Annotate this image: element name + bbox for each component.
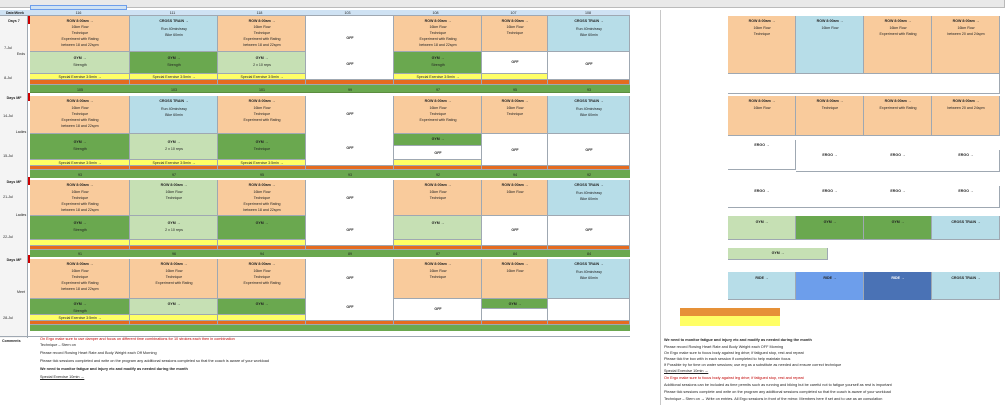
week-total-7: 93 bbox=[587, 88, 591, 92]
session-line: Experiment with Rating bbox=[61, 118, 99, 122]
session-title: ROW 8:00am → bbox=[248, 262, 276, 266]
week-total-2: 97 bbox=[172, 173, 176, 177]
off-label: OFF bbox=[585, 228, 593, 232]
week-total-6: 95 bbox=[513, 88, 517, 92]
session-title: ROW 8:00am → bbox=[501, 19, 529, 23]
session-title: GYM → bbox=[255, 302, 269, 306]
session-title: ROW 8:00am → bbox=[248, 183, 276, 187]
session-title: ERGO → bbox=[754, 143, 770, 147]
comment-line: We need to monitor fatigue and injury etc and modify as needed during the month bbox=[40, 367, 188, 371]
session-title: ROW 8:00am → bbox=[66, 19, 94, 23]
right-row-cell[interactable] bbox=[796, 16, 864, 74]
session-title: GYM → bbox=[255, 140, 269, 144]
session-line: Technique bbox=[506, 112, 524, 116]
side-date-4: 15-Jul bbox=[3, 154, 13, 158]
off-cell[interactable] bbox=[548, 299, 630, 321]
session-line: 16km Row bbox=[71, 190, 89, 194]
right-comment: Please tick the box with in each session if completed to help maintain focus bbox=[664, 357, 791, 361]
session-line: 16km Row bbox=[506, 269, 524, 273]
session-title: CROSS TRAIN → bbox=[951, 220, 981, 224]
session-line: 16km Row bbox=[165, 190, 183, 194]
first-row-val-3: 118 bbox=[256, 11, 263, 15]
date-week-label: Date/Week bbox=[5, 11, 25, 15]
session-line: between 18 and 22spm bbox=[61, 287, 99, 291]
session-title: ERGO → bbox=[822, 189, 838, 193]
off-cell[interactable] bbox=[306, 16, 394, 80]
session-line: 16km Row bbox=[71, 269, 89, 273]
week-label-4: Days MF bbox=[6, 258, 22, 262]
session-title: RIDE → bbox=[823, 276, 837, 280]
comment-line: On Ergo make sure to use damper and focus on different time combinations for 10 strokes each then in combination bbox=[40, 337, 235, 341]
session-line: between 18 and 22spm bbox=[61, 43, 99, 47]
session-line: Bike 60min bbox=[165, 113, 183, 117]
session-title: GYM → bbox=[167, 56, 181, 60]
session-line: Strength bbox=[167, 63, 181, 67]
off-label: OFF bbox=[434, 307, 442, 311]
session-line: Technique bbox=[821, 106, 839, 110]
session-title: ROW 8:00am → bbox=[424, 99, 452, 103]
session-line: Technique bbox=[71, 196, 89, 200]
right-comment: Additional sessions can be included as time permits such as running and biking but be careful not to fatigue yourself as rest is important bbox=[664, 383, 892, 387]
week-total-1: 93 bbox=[78, 173, 82, 177]
week-total-4: 99 bbox=[348, 88, 352, 92]
session-title: GYM → bbox=[73, 56, 87, 60]
session-title: CROSS TRAIN → bbox=[159, 19, 189, 23]
session-line: Experiment with Rating bbox=[243, 37, 281, 41]
session-line: Experiment with Rating bbox=[419, 118, 457, 122]
session-title: ROW 8:00am → bbox=[816, 99, 844, 103]
session-title: GYM → bbox=[255, 56, 269, 60]
session-title: CROSS TRAIN → bbox=[574, 262, 604, 266]
side-date-6: 22-Jul bbox=[3, 235, 13, 239]
session-line: Run 40min/easy bbox=[576, 27, 602, 31]
right-gap-row bbox=[728, 74, 1000, 94]
session-title: CROSS TRAIN → bbox=[951, 276, 981, 280]
first-row-val-6: 107 bbox=[510, 11, 517, 15]
off-label: OFF bbox=[585, 62, 593, 66]
session-line: Experiment with Rating bbox=[243, 118, 281, 122]
week-total-3: 94 bbox=[260, 252, 264, 256]
session-line: Technique bbox=[71, 112, 89, 116]
right-comment: Technique – Stern on → Write on entries. All Ergo sessions in front of the mirror. Members here if set and to use as an consolation bbox=[664, 397, 883, 401]
right-comment: Special Exercise 10min → bbox=[664, 369, 709, 373]
session-line: Technique bbox=[165, 196, 183, 200]
side-label-1: Ends bbox=[16, 52, 26, 56]
session-line: 16km Row bbox=[71, 106, 89, 110]
week-label-2: Days MF bbox=[6, 96, 22, 100]
session-line: Experiment with Rating bbox=[243, 202, 281, 206]
first-row-val-4: 103 bbox=[344, 11, 351, 15]
session-title: CROSS TRAIN → bbox=[574, 19, 604, 23]
right-comment: On Ergo make sure to focus body against leg drive; if fatigued stop, rest and repeat bbox=[664, 351, 804, 355]
session-line: Bike 60min bbox=[580, 33, 598, 37]
session-title: RIDE → bbox=[891, 276, 905, 280]
session-title: ROW 8:00am → bbox=[501, 262, 529, 266]
first-row-val-2: 111 bbox=[169, 11, 176, 15]
session-title: ERGO → bbox=[822, 153, 838, 157]
session-title: ROW 8:00am → bbox=[884, 19, 912, 23]
week-total-1: 91 bbox=[78, 252, 82, 256]
special-exercise-label: Special Exercise 3:5min → bbox=[240, 161, 284, 165]
off-label: OFF bbox=[346, 228, 354, 232]
session-line: 16km Row bbox=[71, 25, 89, 29]
session-line: Technique bbox=[253, 31, 271, 35]
special-exercise-label: Special Exercise 3:5min → bbox=[152, 161, 196, 165]
session-line: Bike 60min bbox=[165, 33, 183, 37]
session-line: 16km Row bbox=[253, 25, 271, 29]
session-title: GYM → bbox=[431, 56, 445, 60]
session-title: ROW 8:00am → bbox=[816, 19, 844, 23]
session-line: Experiment with Rating bbox=[419, 37, 457, 41]
off-label: OFF bbox=[346, 62, 354, 66]
session-line: 16km Row bbox=[429, 106, 447, 110]
session-line: Run 40min/easy bbox=[576, 107, 602, 111]
session-line: Strength bbox=[73, 228, 87, 232]
week-total-5: 87 bbox=[436, 252, 440, 256]
column-header-row bbox=[0, 0, 1005, 8]
off-label: OFF bbox=[346, 112, 354, 116]
session-line: Experiment with Rating bbox=[879, 32, 917, 36]
session-title: ROW 8:00am → bbox=[952, 99, 980, 103]
session-title: ERGO → bbox=[958, 189, 974, 193]
session-title: ROW 8:00am → bbox=[424, 19, 452, 23]
session-line: 16km Row bbox=[506, 190, 524, 194]
session-line: 2 x 10 reps bbox=[253, 63, 271, 67]
session-title: GYM → bbox=[431, 221, 445, 225]
session-title: GYM → bbox=[73, 302, 87, 306]
comment-line: Please tick sessions completed and write on the program any additional sessions completed so that the coach is aware of your workload bbox=[40, 359, 269, 363]
session-title: ERGO → bbox=[754, 189, 770, 193]
session-line: 16km Row bbox=[753, 106, 771, 110]
session-line: 2 x 10 reps bbox=[165, 147, 183, 151]
side-date-7: 28-Jul bbox=[3, 316, 13, 320]
session-title: CROSS TRAIN → bbox=[159, 99, 189, 103]
side-date-3: 14-Jul bbox=[3, 114, 13, 118]
week-total-1: 105 bbox=[77, 88, 83, 92]
session-title: ROW 8:00am → bbox=[248, 99, 276, 103]
side-label-4: Meet bbox=[17, 290, 25, 294]
session-line: 16km Row bbox=[429, 25, 447, 29]
right-comment: Please tick sessions complete and write on the program any additional sessions completed so that the coach is aware of your workload bbox=[664, 390, 891, 394]
right-accent-cell bbox=[680, 316, 780, 326]
special-exercise-label: Special Exercise 3:5min → bbox=[58, 316, 102, 320]
session-line: Bike 60min bbox=[580, 113, 598, 117]
week-total-7: 84 bbox=[587, 252, 591, 256]
session-title: ROW 8:00am → bbox=[424, 262, 452, 266]
session-line: Technique bbox=[253, 196, 271, 200]
session-title: ROW 8:00am → bbox=[952, 19, 980, 23]
session-title: ROW 8:00am → bbox=[160, 183, 188, 187]
week-total-2: 96 bbox=[172, 252, 176, 256]
session-line: Technique bbox=[429, 275, 447, 279]
comment-line: Technique – Stern on bbox=[40, 343, 76, 347]
right-row-cell[interactable] bbox=[932, 16, 1000, 74]
session-line: between 20 and 24spm bbox=[947, 106, 985, 110]
first-row-val-5: 108 bbox=[432, 11, 439, 15]
session-title: ROW 8:00am → bbox=[501, 183, 529, 187]
session-line: Technique bbox=[71, 31, 89, 35]
session-line: 16km Row bbox=[253, 190, 271, 194]
off-label: OFF bbox=[346, 305, 354, 309]
session-line: Technique bbox=[753, 32, 771, 36]
session-line: Technique bbox=[253, 112, 271, 116]
session-title: ROW 8:00am → bbox=[66, 262, 94, 266]
right-comment: On Ergo make sure to focus body against leg drive; if fatigued stop, rest and repeat bbox=[664, 376, 804, 380]
session-title: ERGO → bbox=[890, 189, 906, 193]
session-line: Technique bbox=[506, 31, 524, 35]
session-title: ROW 8:00am → bbox=[884, 99, 912, 103]
session-line: Bike 60min bbox=[580, 197, 598, 201]
first-row-val-7: 108 bbox=[585, 11, 591, 15]
right-row-cell[interactable] bbox=[728, 16, 796, 74]
session-line: 16km Row bbox=[253, 106, 271, 110]
session-title: ROW 8:00am → bbox=[66, 99, 94, 103]
week-total-3: 101 bbox=[259, 88, 265, 92]
session-title: ROW 8:00am → bbox=[248, 19, 276, 23]
special-exercise-label: Special Exercise 3:5min → bbox=[58, 75, 102, 79]
session-line: Technique bbox=[165, 275, 183, 279]
right-comment: If Possible try for time on water sessions; use erg as a substitute as needed and ensure correct technique bbox=[664, 363, 842, 367]
special-exercise-label: Special Exercise 3:5min → bbox=[58, 161, 102, 165]
special-exercise-label: Special Exercise 3:5min → bbox=[416, 75, 460, 79]
session-line: Experiment with Rating bbox=[61, 202, 99, 206]
session-line: between 18 and 22spm bbox=[243, 43, 281, 47]
week-label-1: Days 7 bbox=[8, 19, 20, 23]
session-line: Technique bbox=[253, 147, 271, 151]
off-cell[interactable] bbox=[306, 259, 394, 321]
week-total-6: 84 bbox=[513, 252, 517, 256]
session-line: Technique bbox=[71, 275, 89, 279]
side-date-5: 21-Jul bbox=[3, 195, 13, 199]
session-line: Strength bbox=[73, 309, 87, 313]
session-line: between 18 and 22spm bbox=[243, 208, 281, 212]
off-cell[interactable] bbox=[306, 180, 394, 246]
session-line: 16km Row bbox=[506, 25, 524, 29]
session-title: GYM → bbox=[255, 221, 269, 225]
session-title: ERGO → bbox=[958, 153, 974, 157]
session-gym-cell[interactable] bbox=[394, 216, 482, 240]
comments-label: Comments bbox=[2, 339, 21, 343]
off-cell[interactable] bbox=[548, 52, 630, 80]
session-line: Experiment with Rating bbox=[879, 106, 917, 110]
session-line: 16km Row bbox=[253, 269, 271, 273]
session-line: between 20 and 24spm bbox=[947, 32, 985, 36]
session-line: Technique bbox=[429, 31, 447, 35]
session-title: ROW 8:00am → bbox=[66, 183, 94, 187]
session-title: GYM → bbox=[167, 221, 181, 225]
off-label: OFF bbox=[346, 36, 354, 40]
session-title: ROW 8:00am → bbox=[748, 99, 776, 103]
week-total-5: 92 bbox=[436, 173, 440, 177]
session-title: GYM → bbox=[891, 220, 905, 224]
week-total-6: 94 bbox=[513, 173, 517, 177]
session-line: Experiment with Rating bbox=[61, 37, 99, 41]
comment-line: Please record Rowing Heart Rate and Body Weight each Off Morning bbox=[40, 351, 157, 355]
session-line: 16km Row bbox=[429, 269, 447, 273]
session-title: ROW 8:00am → bbox=[748, 19, 776, 23]
session-line: Strength bbox=[73, 147, 87, 151]
session-line: Run 40min/easy bbox=[576, 191, 602, 195]
off-label: OFF bbox=[511, 148, 519, 152]
week-total-2: 103 bbox=[171, 88, 177, 92]
session-title: RIDE → bbox=[755, 276, 769, 280]
session-line: Technique bbox=[429, 112, 447, 116]
session-title: CROSS TRAIN → bbox=[574, 183, 604, 187]
session-line: 16km Row bbox=[429, 190, 447, 194]
off-label: OFF bbox=[585, 148, 593, 152]
session-line: Run 40min/easy bbox=[161, 27, 187, 31]
session-line: Strength bbox=[431, 63, 445, 67]
special-exercise-label: Special Exercise 3:5min → bbox=[240, 75, 284, 79]
off-cell[interactable] bbox=[306, 96, 394, 166]
week-total-7: 92 bbox=[587, 173, 591, 177]
session-title: ROW 8:00am → bbox=[160, 262, 188, 266]
session-title: GYM → bbox=[167, 140, 181, 144]
off-label: OFF bbox=[434, 151, 442, 155]
right-row-cell[interactable] bbox=[864, 16, 932, 74]
off-label: OFF bbox=[346, 146, 354, 150]
session-line: 2 x 10 reps bbox=[165, 228, 183, 232]
session-line: Technique bbox=[253, 275, 271, 279]
week-total-5: 97 bbox=[436, 88, 440, 92]
side-date-1: 7-Jul bbox=[4, 46, 12, 50]
session-line: Bike 60min bbox=[580, 276, 598, 280]
special-exercise-label: Special Exercise 3:5min → bbox=[152, 75, 196, 79]
off-label: OFF bbox=[511, 228, 519, 232]
session-title: GYM → bbox=[431, 137, 445, 141]
first-row-val-1: 116 bbox=[75, 11, 82, 15]
off-label: OFF bbox=[511, 60, 519, 64]
week-total-3: 95 bbox=[260, 173, 264, 177]
session-line: 16km Row bbox=[753, 26, 771, 30]
session-line: 16km Row bbox=[506, 106, 524, 110]
session-title: GYM → bbox=[73, 140, 87, 144]
session-title: GYM → bbox=[508, 302, 522, 306]
side-date-2: 8-Jul bbox=[4, 76, 12, 80]
off-cell[interactable] bbox=[482, 309, 548, 321]
session-line: 16km Row bbox=[957, 26, 975, 30]
session-line: between 18 and 22spm bbox=[61, 124, 99, 128]
session-line: Experiment with Rating bbox=[155, 281, 193, 285]
right-comment: We need to monitor fatigue and injury etc and modify as needed during the month bbox=[664, 338, 812, 342]
session-title: GYM → bbox=[167, 302, 181, 306]
session-line: Technique bbox=[429, 196, 447, 200]
side-label-2: Ladies bbox=[15, 130, 27, 134]
session-title: GYM → bbox=[823, 220, 837, 224]
session-line: 16km Row bbox=[889, 26, 907, 30]
session-title: GYM → bbox=[771, 251, 785, 255]
off-label: OFF bbox=[346, 276, 354, 280]
side-label-3: Ladies bbox=[15, 213, 27, 217]
session-line: 16km Row bbox=[165, 269, 183, 273]
session-line: Run 40min/easy bbox=[161, 107, 187, 111]
session-line: Run 40min/easy bbox=[576, 270, 602, 274]
session-line: Experiment with Rating bbox=[61, 281, 99, 285]
off-label: OFF bbox=[346, 196, 354, 200]
week-label-3: Days MF bbox=[6, 180, 22, 184]
session-title: GYM → bbox=[73, 221, 87, 225]
session-title: ERGO → bbox=[890, 153, 906, 157]
session-line: 16km Row bbox=[821, 26, 839, 30]
week-total-4: 89 bbox=[348, 252, 352, 256]
week-total-row bbox=[30, 325, 630, 331]
week-total-4: 93 bbox=[348, 173, 352, 177]
right-comment: Please record Rowing Heart Rate and Body Weight each OFF Morning bbox=[664, 345, 784, 349]
session-gym-cell[interactable] bbox=[218, 216, 306, 240]
right-accent-cell bbox=[680, 308, 780, 316]
session-line: Strength bbox=[73, 63, 87, 67]
session-title: ROW 8:00am → bbox=[424, 183, 452, 187]
session-line: between 18 and 22spm bbox=[419, 43, 457, 47]
session-line: between 18 and 22spm bbox=[61, 208, 99, 212]
session-title: CROSS TRAIN → bbox=[574, 99, 604, 103]
session-title: GYM → bbox=[755, 220, 769, 224]
comment-line: Special Exercise 10min → bbox=[40, 375, 85, 379]
session-title: ROW 8:00am → bbox=[501, 99, 529, 103]
session-line: Experiment with Rating bbox=[243, 281, 281, 285]
